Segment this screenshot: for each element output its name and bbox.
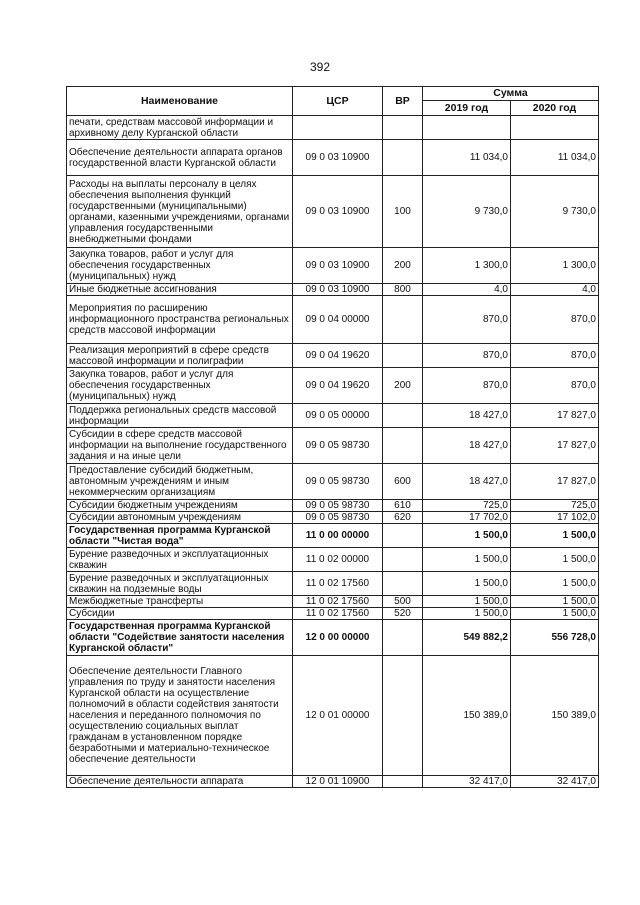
row-amount-2019: 1 300,0	[423, 248, 511, 284]
row-vr: 600	[383, 464, 423, 500]
row-vr	[383, 344, 423, 368]
table-row	[67, 284, 599, 296]
row-amount-2019: 870,0	[423, 368, 511, 404]
row-name: Бурение разведочных и эксплуатационных скважин на подземные воды	[67, 572, 293, 596]
row-amount-2020: 11 034,0	[511, 140, 599, 176]
table-row	[67, 248, 599, 284]
row-vr	[383, 524, 423, 548]
row-amount-2019: 870,0	[423, 344, 511, 368]
table-row	[67, 296, 599, 344]
header-year-2019: 2019 год	[423, 101, 511, 116]
row-csr: 11 0 00 00000	[293, 524, 383, 548]
row-csr: 09 0 04 19620	[293, 368, 383, 404]
row-vr	[383, 296, 423, 344]
row-amount-2020: 725,0	[511, 500, 599, 512]
row-amount-2019: 549 882,2	[423, 620, 511, 656]
row-amount-2020: 1 500,0	[511, 572, 599, 596]
header-name: Наименование	[67, 87, 293, 116]
row-name: Обеспечение деятельности Главного управления по труду и занятости населения Курганской области на осуществление полномочий в области содействия занятости населения и переданного полномочия по осуществлению социальных выплат гражданам в установленном порядке безработными и материально-техническое обеспечение деятельности	[67, 656, 293, 776]
table-row	[67, 656, 599, 776]
row-amount-2019: 9 730,0	[423, 176, 511, 248]
row-vr	[383, 140, 423, 176]
row-amount-2020: 17 827,0	[511, 428, 599, 464]
row-amount-2020: 17 827,0	[511, 464, 599, 500]
row-amount-2020: 32 417,0	[511, 776, 599, 788]
table-row	[67, 404, 599, 428]
row-amount-2019: 18 427,0	[423, 464, 511, 500]
table-row	[67, 116, 599, 140]
row-csr: 09 0 05 00000	[293, 404, 383, 428]
table-row	[67, 464, 599, 500]
header-vr: ВР	[383, 87, 423, 116]
row-vr: 500	[383, 596, 423, 608]
row-amount-2019	[423, 116, 511, 140]
row-vr	[383, 548, 423, 572]
table-row	[67, 776, 599, 788]
row-vr	[383, 404, 423, 428]
row-amount-2020	[511, 116, 599, 140]
table-row	[67, 500, 599, 512]
row-vr	[383, 620, 423, 656]
row-csr: 09 0 03 10900	[293, 248, 383, 284]
row-name: Обеспечение деятельности аппарата	[67, 776, 293, 788]
row-name: Межбюджетные трансферты	[67, 596, 293, 608]
row-amount-2020: 17 102,0	[511, 512, 599, 524]
row-csr: 09 0 05 98730	[293, 464, 383, 500]
table-body	[67, 116, 599, 788]
table-row	[67, 596, 599, 608]
table-row	[67, 524, 599, 548]
row-csr: 11 0 02 17560	[293, 596, 383, 608]
row-vr	[383, 656, 423, 776]
table-row	[67, 548, 599, 572]
row-amount-2020: 1 500,0	[511, 524, 599, 548]
row-name: Мероприятия по расширению информационного пространства региональных средств массовой информации	[67, 296, 293, 344]
table-row	[67, 344, 599, 368]
row-amount-2019: 4,0	[423, 284, 511, 296]
row-csr: 09 0 05 98730	[293, 500, 383, 512]
row-amount-2020: 870,0	[511, 344, 599, 368]
row-amount-2020: 556 728,0	[511, 620, 599, 656]
row-csr: 12 0 01 10900	[293, 776, 383, 788]
row-amount-2020: 150 389,0	[511, 656, 599, 776]
row-amount-2019: 1 500,0	[423, 548, 511, 572]
table-header	[67, 87, 599, 116]
row-csr: 11 0 02 17560	[293, 572, 383, 596]
row-csr: 11 0 02 00000	[293, 548, 383, 572]
row-amount-2020: 1 500,0	[511, 548, 599, 572]
table-row	[67, 620, 599, 656]
row-name: Иные бюджетные ассигнования	[67, 284, 293, 296]
row-name: Субсидии автономным учреждениям	[67, 512, 293, 524]
header-sum: Сумма	[423, 87, 599, 101]
table-row	[67, 176, 599, 248]
row-name: Поддержка региональных средств массовой информации	[67, 404, 293, 428]
row-amount-2019: 725,0	[423, 500, 511, 512]
row-amount-2020: 1 500,0	[511, 608, 599, 620]
row-csr: 09 0 03 10900	[293, 284, 383, 296]
row-vr: 200	[383, 248, 423, 284]
row-csr: 12 0 01 00000	[293, 656, 383, 776]
row-vr: 520	[383, 608, 423, 620]
row-csr	[293, 116, 383, 140]
row-name: Закупка товаров, работ и услуг для обеспечения государственных (муниципальных) нужд	[67, 248, 293, 284]
row-name: Субсидии бюджетным учреждениям	[67, 500, 293, 512]
table-row	[67, 140, 599, 176]
row-vr: 100	[383, 176, 423, 248]
table-row	[67, 368, 599, 404]
row-vr: 200	[383, 368, 423, 404]
row-amount-2019: 1 500,0	[423, 596, 511, 608]
row-csr: 09 0 05 98730	[293, 512, 383, 524]
table-row	[67, 608, 599, 620]
row-csr: 09 0 05 98730	[293, 428, 383, 464]
row-amount-2020: 17 827,0	[511, 404, 599, 428]
row-amount-2019: 18 427,0	[423, 404, 511, 428]
row-name: Реализация мероприятий в сфере средств массовой информации и полиграфии	[67, 344, 293, 368]
row-name: Субсидии в сфере средств массовой информации на выполнение государственного задания и на иные цели	[67, 428, 293, 464]
row-amount-2019: 17 702,0	[423, 512, 511, 524]
row-amount-2020: 870,0	[511, 296, 599, 344]
header-year-2020: 2020 год	[511, 101, 599, 116]
row-csr: 12 0 00 00000	[293, 620, 383, 656]
row-amount-2019: 870,0	[423, 296, 511, 344]
row-vr	[383, 776, 423, 788]
row-amount-2019: 18 427,0	[423, 428, 511, 464]
row-csr: 09 0 03 10900	[293, 140, 383, 176]
row-amount-2019: 1 500,0	[423, 524, 511, 548]
row-amount-2020: 4,0	[511, 284, 599, 296]
table-row	[67, 428, 599, 464]
row-vr: 620	[383, 512, 423, 524]
row-amount-2019: 150 389,0	[423, 656, 511, 776]
row-amount-2019: 11 034,0	[423, 140, 511, 176]
header-csr: ЦСР	[293, 87, 383, 116]
row-csr: 09 0 04 00000	[293, 296, 383, 344]
row-amount-2020: 870,0	[511, 368, 599, 404]
row-amount-2020: 1 300,0	[511, 248, 599, 284]
row-name: Субсидии	[67, 608, 293, 620]
page-number: 392	[309, 60, 331, 74]
row-vr	[383, 572, 423, 596]
row-name: Государственная программа Курганской области "Чистая вода"	[67, 524, 293, 548]
row-name: Государственная программа Курганской области "Содействие занятости населения Курганской области"	[67, 620, 293, 656]
row-name: Обеспечение деятельности аппарата органов государственной власти Курганской области	[67, 140, 293, 176]
row-csr: 09 0 03 10900	[293, 176, 383, 248]
row-name: печати, средствам массовой информации и архивному делу Курганской области	[67, 116, 293, 140]
row-csr: 11 0 02 17560	[293, 608, 383, 620]
row-vr	[383, 116, 423, 140]
row-csr: 09 0 04 19620	[293, 344, 383, 368]
row-vr	[383, 428, 423, 464]
row-name: Бурение разведочных и эксплуатационных скважин	[67, 548, 293, 572]
row-amount-2019: 1 500,0	[423, 572, 511, 596]
row-vr: 610	[383, 500, 423, 512]
row-vr: 800	[383, 284, 423, 296]
row-name: Предоставление субсидий бюджетным, автономным учреждениям и иным некоммерческим организациям	[67, 464, 293, 500]
row-name: Закупка товаров, работ и услуг для обеспечения государственных (муниципальных) нужд	[67, 368, 293, 404]
budget-table	[66, 86, 599, 788]
table-row	[67, 512, 599, 524]
row-amount-2019: 32 417,0	[423, 776, 511, 788]
table-row	[67, 572, 599, 596]
row-amount-2020: 1 500,0	[511, 596, 599, 608]
row-name: Расходы на выплаты персоналу в целях обеспечения выполнения функций государственными (муниципальными) органами, казенными учреждениями, органами управления государственными внебюджетными фондами	[67, 176, 293, 248]
row-amount-2020: 9 730,0	[511, 176, 599, 248]
row-amount-2019: 1 500,0	[423, 608, 511, 620]
